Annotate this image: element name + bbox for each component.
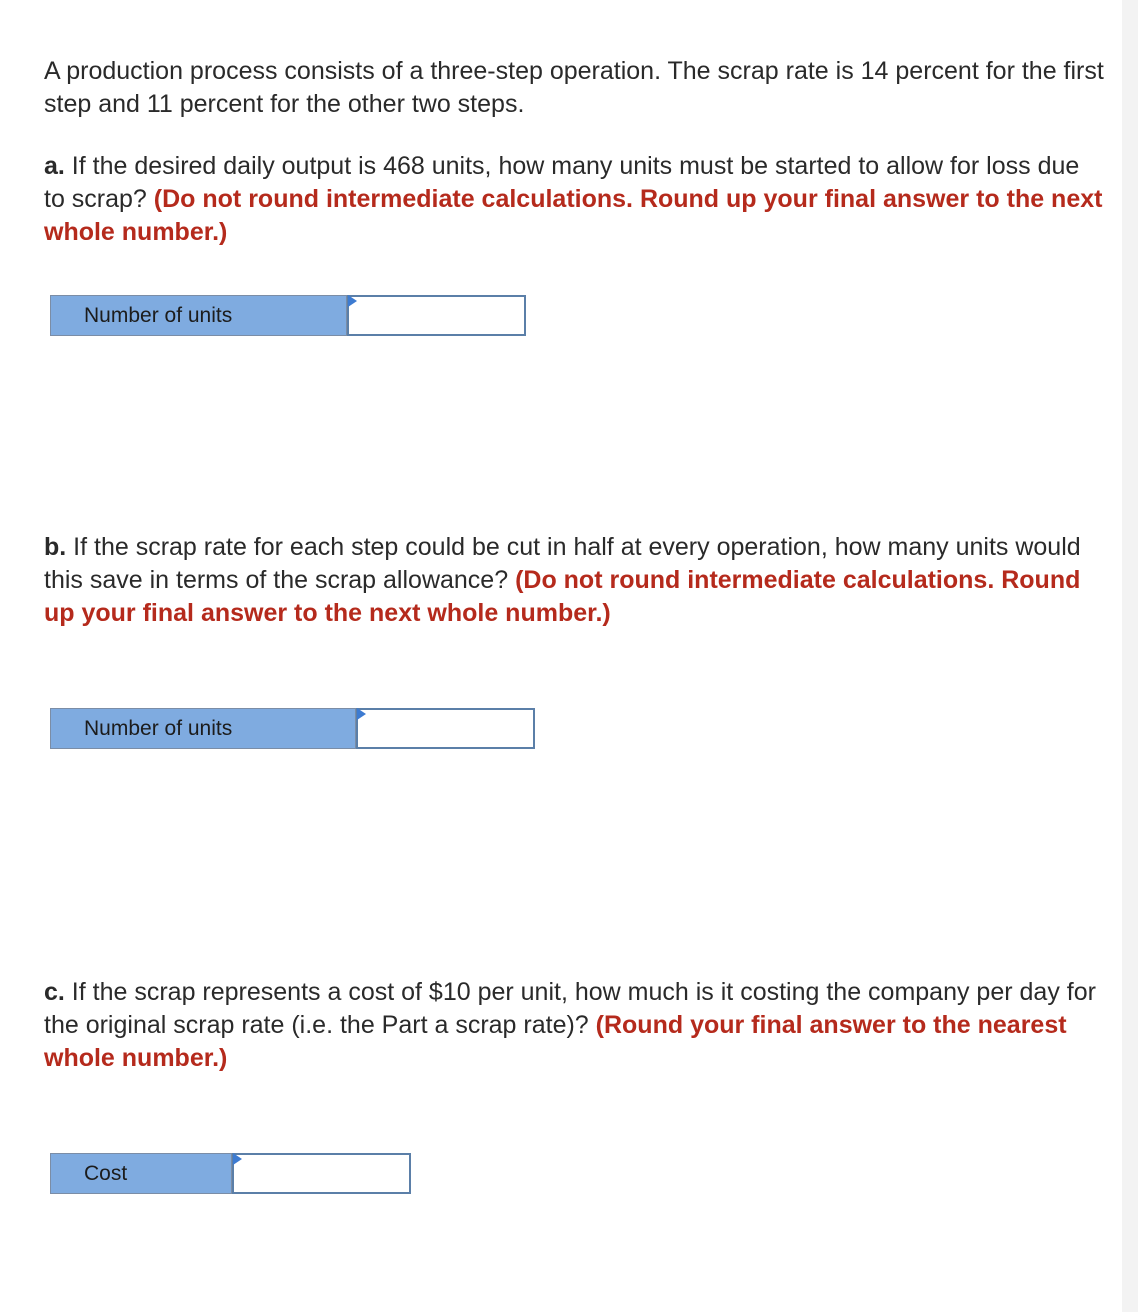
answer-c-input[interactable] bbox=[234, 1155, 409, 1192]
question-a-letter: a. bbox=[44, 152, 65, 180]
right-edge-strip bbox=[1122, 0, 1138, 1312]
answer-a-input[interactable] bbox=[349, 297, 524, 334]
question-b-instruction: (Do not round intermediate calculations. Round up your final answer to the next whole number.) bbox=[44, 566, 1081, 627]
question-b-letter: b. bbox=[44, 533, 67, 561]
question-c-text: If the scrap represents a cost of $10 per unit, how much is it costing the company per day for the original scrap rate (i.e. the Part a scrap rate)? bbox=[44, 978, 1096, 1039]
question-b-text: If the scrap rate for each step could be cut in half at every operation, how many units would this save in terms of the scrap allowance? bbox=[44, 533, 1081, 594]
answer-c-label: Cost bbox=[50, 1153, 232, 1194]
question-c-instruction: (Round your final answer to the nearest whole number.) bbox=[44, 1011, 1067, 1072]
question-c bbox=[44, 976, 1104, 1075]
answer-row-a bbox=[50, 295, 526, 336]
answer-c-field bbox=[232, 1153, 411, 1194]
question-b bbox=[44, 531, 1104, 630]
problem-intro: A production process consists of a three-step operation. The scrap rate is 14 percent for the first step and 11 percent for the other two steps. bbox=[44, 57, 1104, 118]
answer-a-label: Number of units bbox=[50, 295, 347, 336]
answer-row-c bbox=[50, 1153, 411, 1194]
answer-a-field bbox=[347, 295, 526, 336]
question-a bbox=[44, 150, 1104, 249]
answer-b-input[interactable] bbox=[358, 710, 533, 747]
answer-row-b bbox=[50, 708, 535, 749]
input-marker-icon bbox=[233, 1153, 242, 1165]
input-marker-icon bbox=[357, 708, 366, 720]
input-marker-icon bbox=[348, 295, 357, 307]
answer-b-label: Number of units bbox=[50, 708, 356, 749]
question-a-instruction: (Do not round intermediate calculations. Round up your final answer to the next whole number.) bbox=[44, 185, 1103, 246]
question-a-text: If the desired daily output is 468 units, how many units must be started to allow for loss due to scrap? bbox=[44, 152, 1080, 213]
answer-b-field bbox=[356, 708, 535, 749]
question-c-letter: c. bbox=[44, 978, 65, 1006]
